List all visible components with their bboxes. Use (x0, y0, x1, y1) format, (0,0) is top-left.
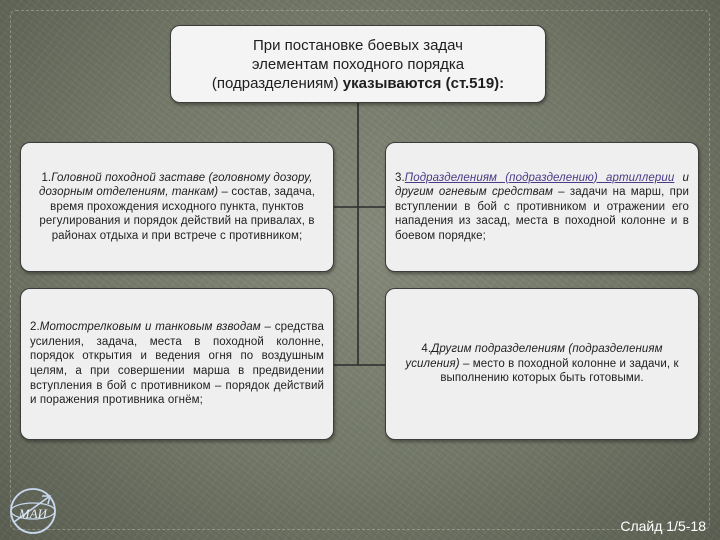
item-2-text (30, 320, 324, 408)
title-line-1: При постановке боевых задач (252, 36, 463, 54)
item-3-number: 3. (395, 171, 405, 184)
item-box-1 (20, 142, 334, 272)
diagram-title-box (170, 25, 546, 103)
item-2-subject: Мотострелковым и танковым взводам (39, 321, 261, 334)
item-4-text (395, 342, 689, 386)
item-3-body: – задачи на марш, при вступлении в бой с противником и отражении его нападения из засад, места в походной колонне и в боевом порядке; (395, 186, 689, 242)
item-2-body: – средства усиления, задача, места в походной колонне, порядок открытия и ведения огня по воздушным целям, а при совершении марша в предвидении вступления в бой с противником – порядок действий и поражения противника огнём; (30, 321, 324, 407)
item-box-3 (385, 142, 699, 272)
item-box-2 (20, 288, 334, 440)
title-line-3-bold: указываются (ст.519): (342, 74, 505, 92)
item-1-body: – состав, задача, время прохождения исходного пункта, пунктов регулирования и порядок действий на привалах, в районах отдыха и при встрече с противником; (39, 186, 315, 242)
item-4-subject: Другим подразделениям (подразделениям усиления) (405, 343, 663, 370)
item-4-body: – место в походной колонне и задачи, к выполнению которых быть готовыми. (440, 357, 679, 385)
item-1-text (30, 171, 324, 244)
item-3-subject-link: Подразделениям (подразделению) артиллерии (404, 171, 675, 184)
title-line-2: элементам походного порядка (251, 55, 465, 73)
item-1-subject: Головной походной заставе (головному дозору, дозорным отделениям, танкам) (38, 171, 313, 199)
mai-logo-icon (4, 486, 62, 536)
item-2-number: 2. (30, 321, 40, 334)
item-3-text (395, 171, 689, 244)
logo-text: МАИ (18, 506, 48, 521)
item-3-subject: и другим огневым средствам (395, 171, 689, 199)
title-line-3-plain: (подразделениям) (211, 74, 343, 92)
slide-number: Слайд 1/5-18 (620, 518, 706, 534)
item-1-number: 1. (41, 171, 52, 184)
item-4-number: 4. (421, 343, 432, 356)
title-line-3 (212, 74, 504, 93)
item-box-4 (385, 288, 699, 440)
